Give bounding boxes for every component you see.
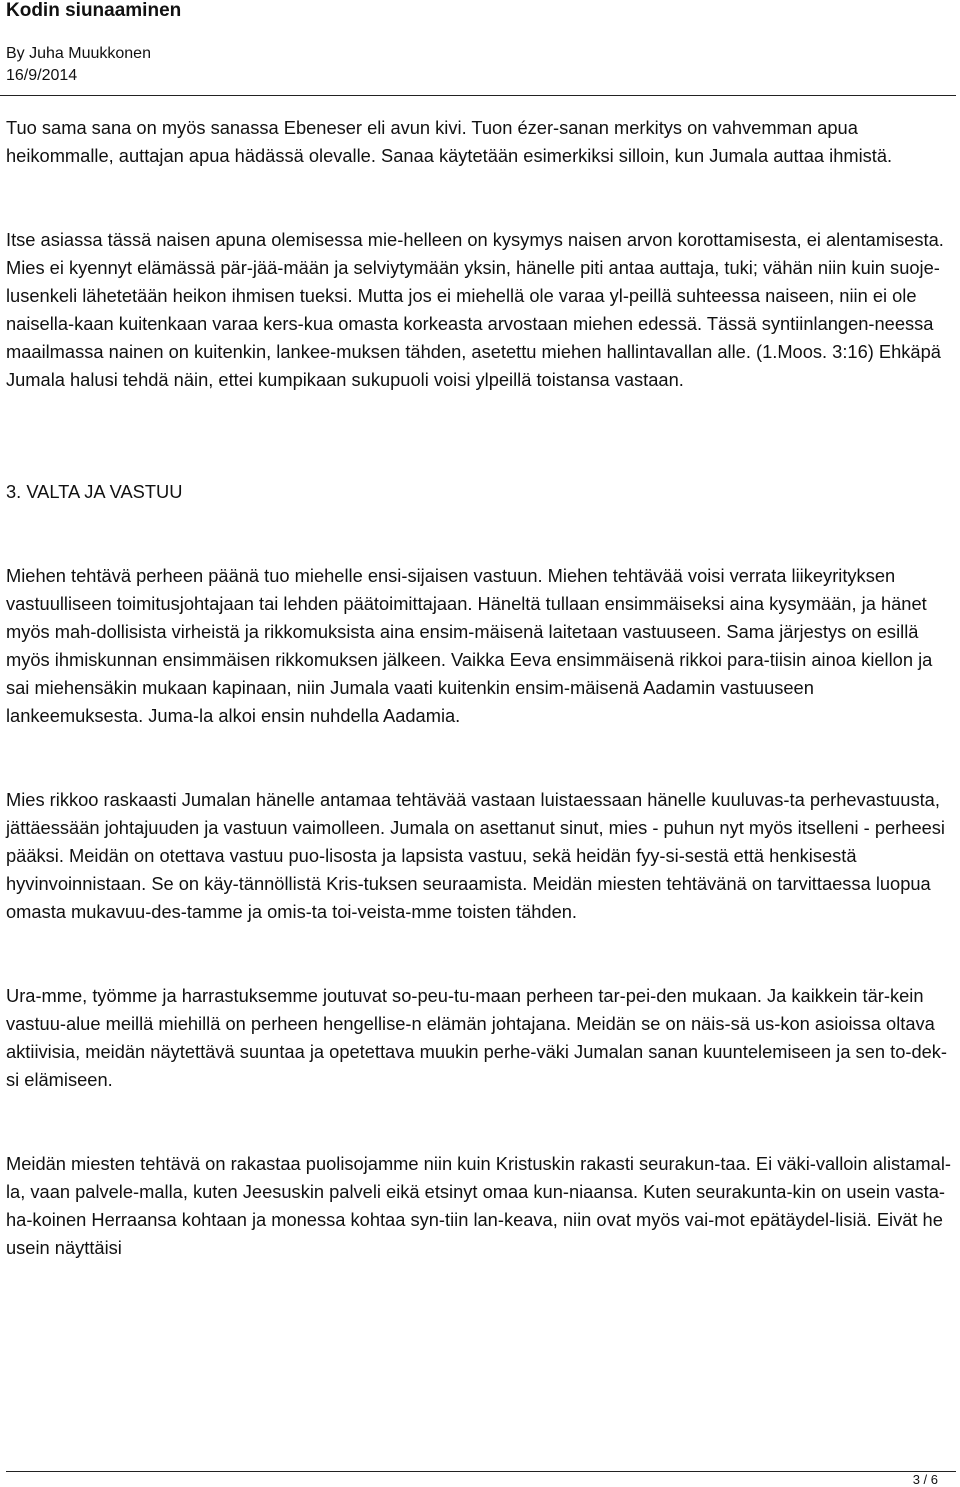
paragraph-1: Tuo sama sana on myös sanassa Ebeneser eli avun kivi. Tuon ézer-sanan merkitys on vahvemman apua heikommalle, auttajan apua hädässä olevalle. Sanaa käytetään esimerkiksi silloin, kun Jumala auttaa ihmistä. bbox=[6, 117, 893, 166]
paragraph-6: Meidän miesten tehtävä on rakastaa puolisojamme niin kuin Kristuskin rakasti seurakun-taa. Ei väki-valloin alistamal-la, vaan palvele-malla, kuten Jeesuskin palveli eikä etsinyt omaa kun-niaansa. Kuten seurakunta-kin on usein vasta-ha-koinen Herraansa kohtaan ja monessa kohtaa syn-tiin lan-keava, niin ovat myös vai-mot epätäydel-lisiä. Eivät he usein näyttäisi bbox=[6, 1153, 951, 1258]
article-body bbox=[6, 114, 956, 1262]
publish-date: 16/9/2014 bbox=[6, 67, 78, 84]
author-byline: By Juha Muukkonen bbox=[6, 45, 151, 62]
paragraph-2: Itse asiassa tässä naisen apuna olemisessa mie-helleen on kysymys naisen arvon korottamisesta, ei alentamisesta. Mies ei kyennyt elämässä pär-jää-mään ja selviytymään yksin, hänelle piti antaa auttaja, tuki; vähän niin kuin suoje-lusenkeli lähetetään heikon ihmisen tueksi. Mutta jos ei miehellä ole varaa yl-peillä suhteessa naiseen, niin ei ole naisella-kaan kuitenkaan varaa kers-kua omasta korkeasta arvostaan miehen edessä. Tässä syntiinlangen-neessa maailmassa nainen on kuitenkin, lankee-muksen tähden, asetettu miehen hallintavallan alle. (1.Moos. 3:16) Ehkäpä Jumala halusi tehdä näin, ettei kumpikaan sukupuoli voisi ylpeillä toistansa vastaan. bbox=[6, 229, 944, 390]
document-title: Kodin siunaaminen bbox=[6, 0, 182, 21]
paragraph-3: Miehen tehtävä perheen päänä tuo miehelle ensi-sijaisen vastuun. Miehen tehtävää voisi verrata liikeyrityksen vastuulliseen toimitusjohtajaan tai lehden päätoimittajaan. Häneltä tullaan ensimmäiseksi aina kysymään, ja hänet myös mah-dollisista virheistä ja rikkomuksista aina ensim-mäisenä laitetaan vastuuseen. Sama järjestys on esillä myös ihmiskunnan ensimmäisen rikkomuksen jälkeen. Vaikka Eeva ensimmäisenä rikkoi para-tiisin ainoa kiellon ja sai miehensäkin mukaan kapinaan, niin Jumala vaati kuitenkin ensim-mäisenä Aadamin vastuuseen lankeemuksesta. Juma-la alkoi ensin nuhdella Aadamia. bbox=[6, 565, 933, 726]
header-divider bbox=[0, 95, 956, 96]
paragraph-5: Ura-mme, työmme ja harrastuksemme joutuvat so-peu-tu-maan perheen tar-pei-den mukaan. Ja kaikkein tär-kein vastuu-alue meillä miehillä on perheen hengellise-n elämän johtajana. Meidän se on näis-sä us-kon asioissa oltava aktiivisia, meidän näytettävä suuntaa ja opetettava muukin perhe-väki Jumalan sanan kuuntelemiseen ja sen to-dek-si elämiseen. bbox=[6, 985, 948, 1090]
paragraph-4: Mies rikkoo raskaasti Jumalan hänelle antamaa tehtävää vastaan luistaessaan hänelle kuuluvas-ta perhevastuusta, jättäessään johtajuuden ja vastuun vaimolleen. Jumala on asettanut sinut, mies - puhun nyt myös itselleni - perheesi pääksi. Meidän on otettava vastuu puo-lisosta ja lapsista vastuu, sekä heidän fyy-si-sestä että henkisestä hyvinvoinnistaan. Se on käy-tännöllistä Kris-tuksen seuraamista. Meidän miesten tehtävänä on tarvittaessa luopua omasta mukavuu-des-tamme ja omis-ta toi-veista-mme toisten tähden. bbox=[6, 789, 945, 922]
page-number: 3 / 6 bbox=[912, 1472, 938, 1487]
section-heading: 3. VALTA JA VASTUU bbox=[6, 481, 183, 502]
document-header bbox=[6, 0, 956, 86]
footer-divider bbox=[6, 1471, 956, 1472]
